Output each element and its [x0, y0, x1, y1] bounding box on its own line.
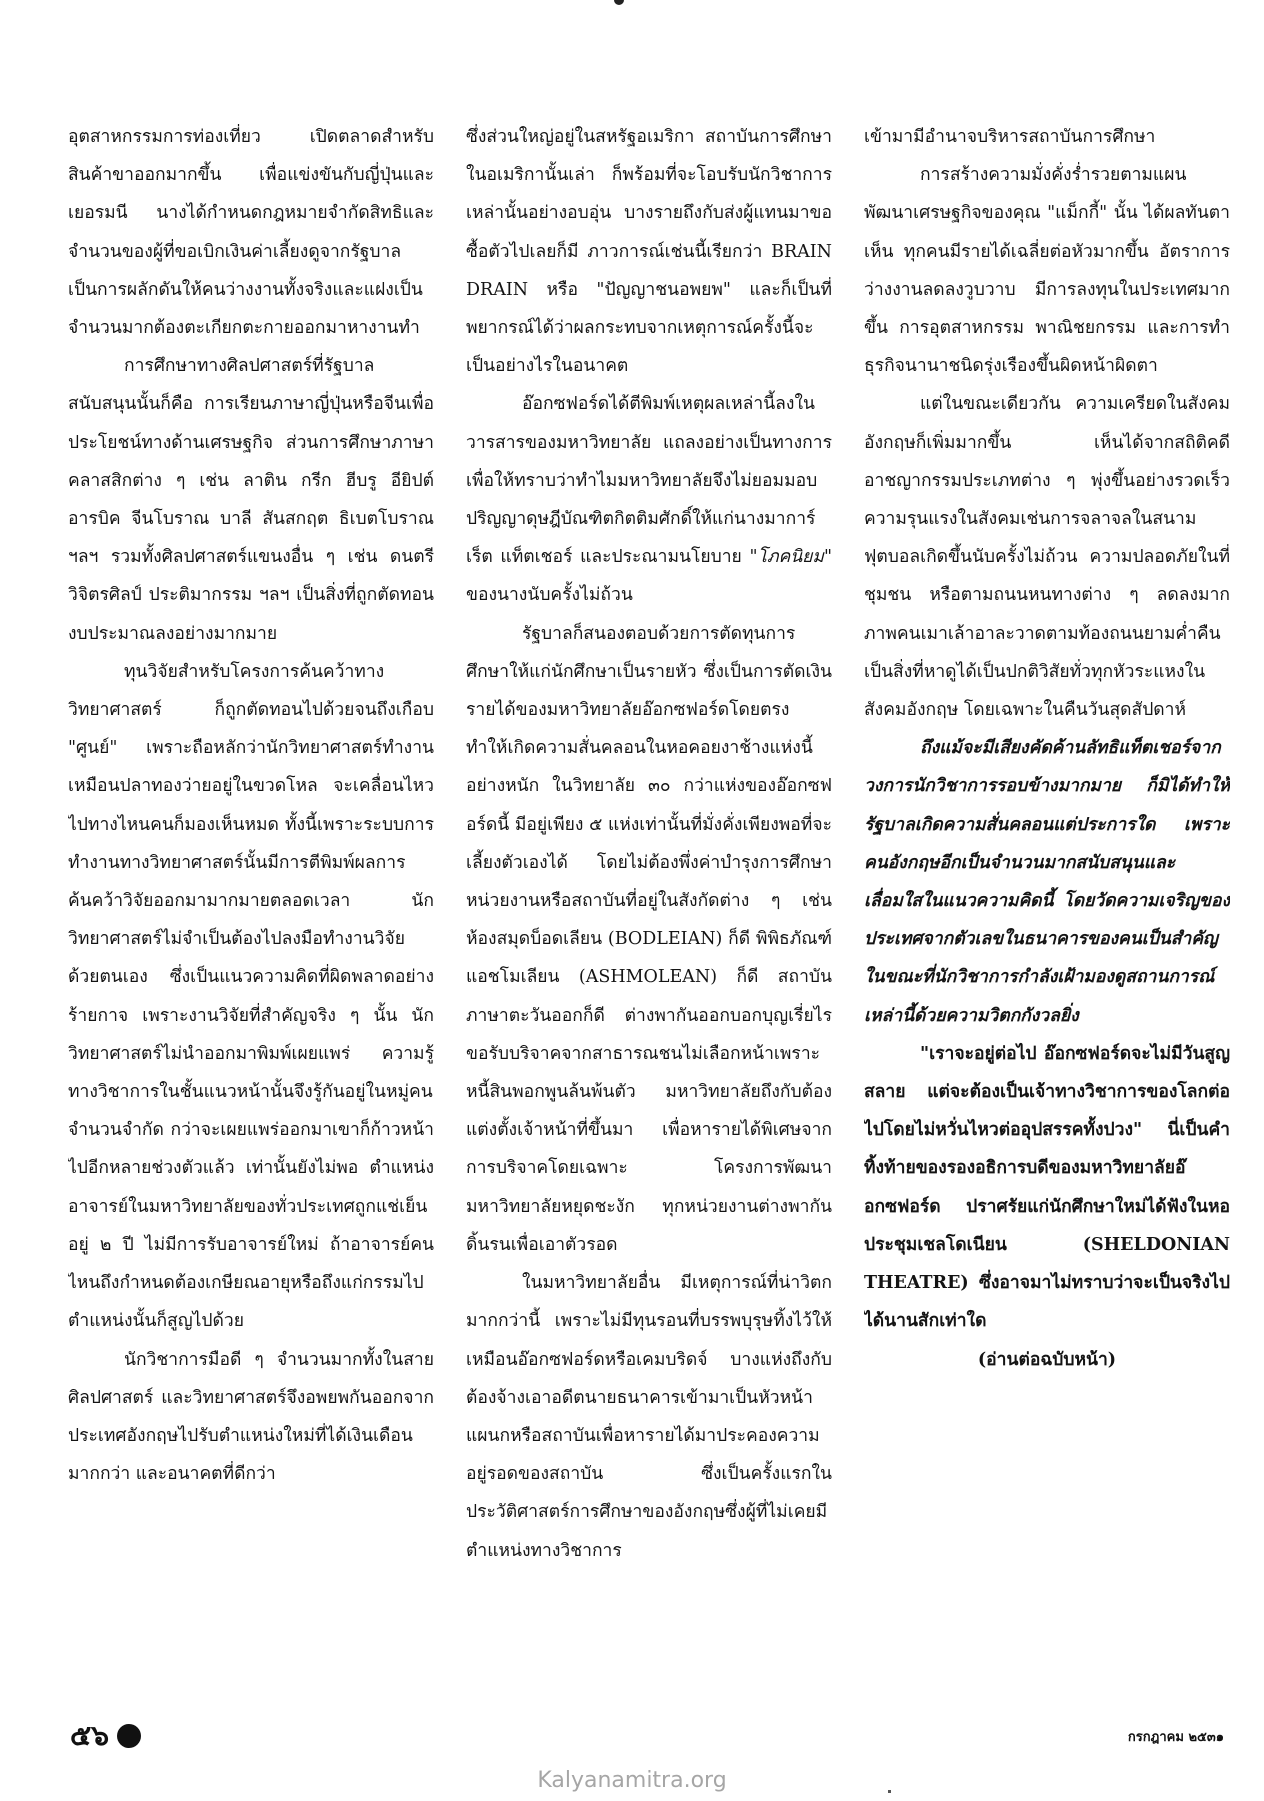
- page-number-text: ๕๖: [70, 1719, 109, 1752]
- issue-date: กรกฎาคม ๒๕๓๑: [1127, 1730, 1224, 1745]
- paragraph: ซึ่งส่วนใหญ่อยู่ในสหรัฐอเมริกา สถาบันการศึกษาในอเมริกานั้นเล่า ก็พร้อมที่จะโอบรับนักวิชาการเหล่านั้นอย่างอบอุ่น บางรายถึงกับส่งผู้แทนมาขอซื้อตัวไปเลยก็มี ภาวการณ์เช่นนี้เรียกว่า BRAIN DRAIN หรือ "ปัญญาชนอพยพ" และก็เป็นที่พยากรณ์ได้ว่าผลกระทบจากเหตุการณ์ครั้งนี้จะเป็นอย่างไรในอนาคต: [466, 127, 832, 377]
- page-number: [70, 1714, 141, 1758]
- paragraph: เข้ามามีอำนาจบริหารสถาบันการศึกษา: [864, 127, 1156, 147]
- paragraph: นักวิชาการมือดี ๆ จำนวนมากทั้งในสายศิลปศาสตร์ และวิทยาศาสตร์จึงอพยพกันออกจากประเทศอังกฤษไปรับตำแหน่งใหม่ที่ได้เงินเดือนมากกว่า และอนาคตที่ดีกว่า: [68, 1349, 434, 1485]
- paragraph: ทุนวิจัยสำหรับโครงการค้นคว้าทางวิทยาศาสตร์ ก็ถูกตัดทอนไปด้วยจนถึงเกือบ "ศูนย์" เพราะถือหลักว่านักวิทยาศาสตร์ทำงานเหมือนปลาทองว่ายอยู่ในขวดโหล จะเคลื่อนไหวไปทางไหนคนก็มองเห็นหมด ทั้งนี้เพราะระบบการทำงานทางวิทยาศาสตร์นั้นมีการตีพิมพ์ผลการค้นคว้าวิจัยออกมามากมายตลอดเวลา นักวิทยาศาสตร์ไม่จำเป็นต้องไปลงมือทำงานวิจัยด้วยตนเอง ซึ่งเป็นแนวความคิดที่ผิดพลาดอย่างร้ายกาจ เพราะงานวิจัยที่สำคัญจริง ๆ นั้น นักวิทยาศาสตร์ไม่นำออกมาพิมพ์เผยแพร่ ความรู้ทางวิชาการในชั้นแนวหน้านั้นจึงรู้กันอยู่ในหมู่คนจำนวนจำกัด กว่าจะเผยแพร่ออกมาเขาก็ก้าวหน้าไปอีกหลายช่วงตัวแล้ว เท่านั้นยังไม่พอ ตำแหน่งอาจารย์ในมหาวิทยาลัยของทั่วประเทศถูกแช่เย็นอยู่ ๒ ปี ไม่มีการรับอาจารย์ใหม่ ถ้าอาจารย์คนไหนถึงกำหนดต้องเกษียณอายุหรือถึงแก่กรรมไป ตำแหน่งนั้นก็สูญไปด้วย: [68, 661, 434, 1332]
- paragraph: อุตสาหกรรมการท่องเที่ยว เปิดตลาดสำหรับสินค้าขาออกมากขึ้น เพื่อแข่งขันกับญี่ปุ่นและเยอรมนี นางได้กำหนดกฎหมายจำกัดสิทธิและจำนวนของผู้ที่ขอเบิกเงินค่าเลี้ยงดูจากรัฐบาล เป็นการผลักดันให้คนว่างงานทั้งจริงและแฝงเป็นจำนวนมากต้องตะเกียกตะกายออกมาหางานทำ: [68, 127, 434, 339]
- top-mark: [614, 0, 624, 5]
- article-body: [68, 118, 1228, 1678]
- paragraph: ในมหาวิทยาลัยอื่น มีเหตุการณ์ที่น่าวิตกมากกว่านี้ เพราะไม่มีทุนรอนที่บรรพบุรุษทิ้งไว้ให้เหมือนอ๊อกซฟอร์ดหรือเคมบริดจ์ บางแห่งถึงกับต้องจ้างเอาอดีตนายธนาคารเข้ามาเป็นหัวหน้าแผนกหรือสถาบันเพื่อหารายได้มาประคองความอยู่รอดของสถาบัน ซึ่งเป็นครั้งแรกในประวัติศาสตร์การศึกษาของอังกฤษซึ่งผู้ที่ไม่เคยมีตำแหน่งทางวิชาการ: [466, 1273, 832, 1561]
- scan-speck: [888, 1790, 891, 1793]
- column-3: [864, 118, 1230, 1678]
- column-2: [466, 118, 832, 1678]
- paragraph: การศึกษาทางศิลปศาสตร์ที่รัฐบาลสนับสนุนนั้นก็คือ การเรียนภาษาญี่ปุ่นหรือจีนเพื่อประโยชน์ทางด้านเศรษฐกิจ ส่วนการศึกษาภาษาคลาสสิกต่าง ๆ เช่น ลาติน กรีก ฮีบรู อียิปต์ อารบิค จีนโบราณ บาลี สันสกฤต ธิเบตโบราณ ฯลฯ รวมทั้งศิลปศาสตร์แขนงอื่น ๆ เช่น ดนตรี วิจิตรศิลป์ ประติมากรรม ฯลฯ เป็นสิ่งที่ถูกตัดทอนงบประมาณลงอย่างมากมาย: [68, 356, 434, 644]
- continued-note: (อ่านต่อฉบับหน้า): [977, 1349, 1117, 1370]
- paragraph: การสร้างความมั่งคั่งร่ำรวยตามแผนพัฒนาเศรษฐกิจของคุณ "แม็กกี้" นั้น ได้ผลทันตาเห็น ทุกคนมีรายได้เฉลี่ยต่อหัวมากขึ้น อัตราการว่างงานลดลงวูบวาบ มีการลงทุนในประเทศมากขึ้น การอุตสาหกรรม พาณิชยกรรม และการทำธุรกิจนานาชนิดรุ่งเรืองขึ้นผิดหน้าผิดตา: [864, 165, 1230, 377]
- column-1: [68, 118, 434, 1678]
- emphasis-term: "โภคนิยม": [749, 547, 832, 568]
- italic-paragraph: ถึงแม้จะมีเสียงคัดค้านลัทธิแท็ตเชอร์จากวงการนักวิชาการรอบข้างมากมาย ก็มิได้ทำให้รัฐบาลเกิดความสั่นคลอนแต่ประการใด เพราะคนอังกฤษอีกเป็นจำนวนมากสนับสนุนและเลื่อมใสในแนวความคิดนี้ โดยวัดความเจริญของประเทศจากตัวเลขในธนาคารของคนเป็นสำคัญ ในขณะที่นักวิชาการกำลังเฝ้ามองดูสถานการณ์เหล่านี้ด้วยความวิตกกังวลยิ่ง: [864, 738, 1230, 1026]
- bullet-dot-icon: [117, 1724, 141, 1748]
- paragraph: แต่ในขณะเดียวกัน ความเครียดในสังคมอังกฤษก็เพิ่มมากขึ้น เห็นได้จากสถิติคดีอาชญากรรมประเภทต่าง ๆ พุ่งขึ้นอย่างรวดเร็ว ความรุนแรงในสังคมเช่นการจลาจลในสนามฟุตบอลเกิดขึ้นนับครั้งไม่ถ้วน ความปลอดภัยในที่ชุมชน หรือตามถนนหนทางต่าง ๆ ลดลงมาก ภาพคนเมาเล้าอาละวาดตามท้องถนนยามค่ำคืนเป็นสิ่งที่หาดูได้เป็นปกติวิสัยทั่วทุกหัวระแหงในสังคมอังกฤษ โดยเฉพาะในคืนวันสุดสัปดาห์: [864, 394, 1230, 721]
- watermark: Kalyanamitra.org: [537, 1768, 727, 1793]
- paragraph-text: ของนางนับครั้งไม่ถ้วน: [466, 585, 633, 606]
- paragraph-text: อ๊อกซฟอร์ดได้ตีพิมพ์เหตุผลเหล่านี้ลงในวารสารของมหาวิทยาลัย แถลงอย่างเป็นทางการ เพื่อให้ทราบว่าทำไมมหาวิทยาลัยจึงไม่ยอมมอบปริญญาดุษฎีบัณฑิตกิตติมศักดิ์ให้แก่นางมาการ์เร็ต แท็ตเชอร์ และประณามนโยบาย: [466, 394, 832, 568]
- quote-paragraph: "เราจะอยู่ต่อไป อ๊อกซฟอร์ดจะไม่มีวันสูญสลาย แต่จะต้องเป็นเจ้าทางวิชาการของโลกต่อไปโดยไม่หวั่นไหวต่ออุปสรรคทั้งปวง" นี่เป็นคำทิ้งท้ายของรองอธิการบดีของมหาวิทยาลัยอ๊อกซฟอร์ด ปราศรัยแก่นักศึกษาใหม่ได้ฟังในหอประชุมเชลโดเนียน (SHELDONIAN THEATRE) ซึ่งอาจมาไม่ทราบว่าจะเป็นจริงไปได้นานสักเท่าใด: [864, 1043, 1230, 1332]
- paragraph: รัฐบาลก็สนองตอบด้วยการตัดทุนการศึกษาให้แก่นักศึกษาเป็นรายหัว ซึ่งเป็นการตัดเงินรายได้ของมหาวิทยาลัยอ๊อกซฟอร์ดโดยตรง ทำให้เกิดความสั่นคลอนในหอคอยงาช้างแห่งนี้อย่างหนัก ในวิทยาลัย ๓๐ กว่าแห่งของอ๊อกซฟอร์ดนี้ มีอยู่เพียง ๕ แห่งเท่านั้นที่มั่งคั่งเพียงพอที่จะเลี้ยงตัวเองได้ โดยไม่ต้องพึ่งค่าบำรุงการศึกษา หน่วยงานหรือสถาบันที่อยู่ในสังกัดต่าง ๆ เช่น ห้องสมุดบ็อดเลียน (BODLEIAN) ก็ดี พิพิธภัณฑ์แอชโมเลียน (ASHMOLEAN) ก็ดี สถาบันภาษาตะวันออกก็ดี ต่างพากันออกบอกบุญเรี่ยไรขอรับบริจาคจากสาธารณชนไม่เลือกหน้าเพราะหนี้สินพอกพูนล้นพ้นตัว มหาวิทยาลัยถึงกับต้องแต่งตั้งเจ้าหน้าที่ขึ้นมา เพื่อหารายได้พิเศษจากการบริจาคโดยเฉพาะ โครงการพัฒนามหาวิทยาลัยหยุดชะงัก ทุกหน่วยงานต่างพากันดิ้นรนเพื่อเอาตัวรอด: [466, 623, 832, 1255]
- paragraph: [466, 385, 832, 614]
